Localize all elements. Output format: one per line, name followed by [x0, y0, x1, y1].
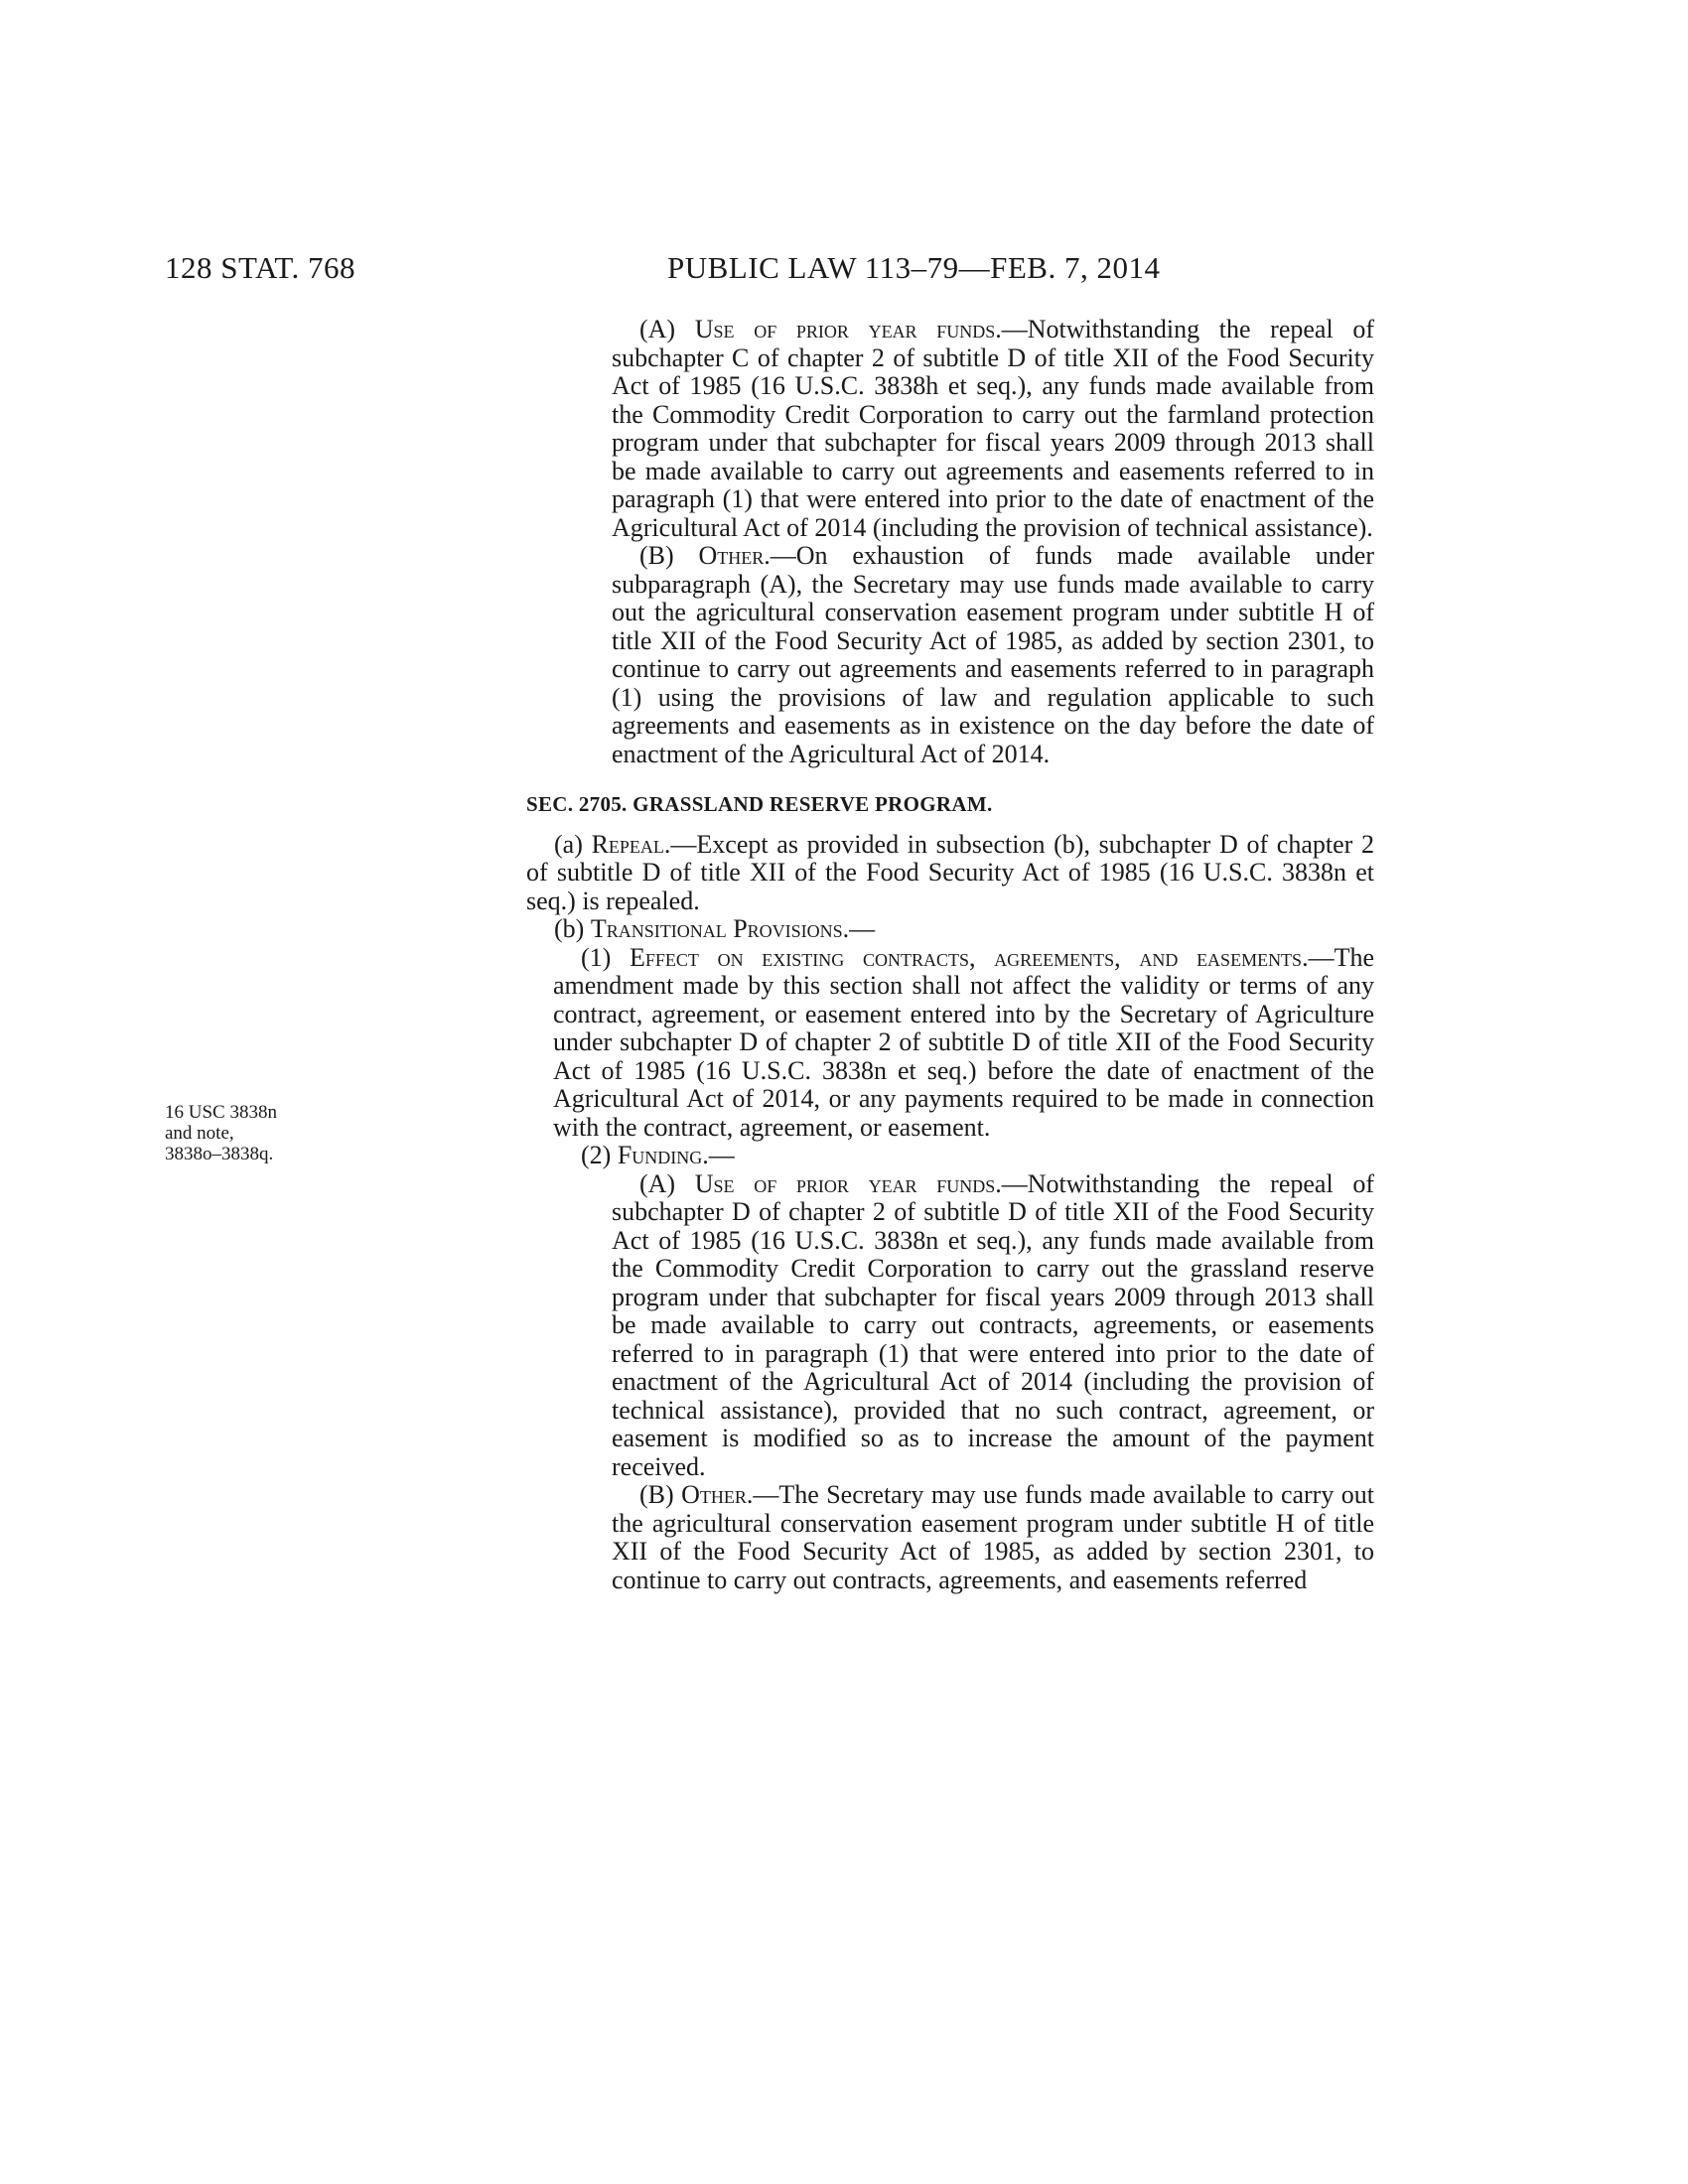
subparagraph-body: .—On exhaustion of funds made available under subparagraph (A), the Secretary may use funds made available to carry out the agricultural conservation easement program under subtitle H of title XII of the Food Security Act of 1985, as added by section 2301, to continue to carry out agreements and easements referred to in paragraph (1) using the provisions of law and regulation applicable to such agreements and easements as in existence on the day before the date of enactment of the Agricultural Act of 2014. [612, 541, 1374, 768]
paragraph-1-effect-on-existing [526, 944, 1374, 1143]
subparagraph-label: (A) [639, 315, 695, 343]
subsection-body: .—Except as provided in subsection (b), subchapter D of chapter 2 of subtitle D of title XII of the Food Security Act of 1985 (16 U.S.C. 3838n et seq.) is repealed. [526, 829, 1374, 915]
page-header [0, 250, 1688, 290]
subparagraph-body: .—Notwithstanding the repeal of subchapter D of chapter 2 of subtitle D of title XII of the Food Security Act of 1985 (16 U.S.C. 3838n et seq.), any funds made available from the Commodity Credit Corporation to carry out the grassland reserve program under that subchapter for fiscal years 2009 through 2013 shall be made available to carry out contracts, agreements, or easements referred to in paragraph (1) that were entered into prior to the date of enactment of the Agricultural Act of 2014 (including the provision of technical assistance), provided that no such contract, agreement, or easement is modified so as to increase the amount of the payment received. [612, 1168, 1374, 1481]
subsection-label: (b) [554, 914, 591, 943]
statute-page-reference: 128 STAT. 768 [165, 250, 356, 285]
subsection-b-transitional-provisions [526, 915, 1374, 944]
paragraph-2-funding [526, 1142, 1374, 1170]
margin-note-line: 3838o–3838q. [165, 1144, 274, 1164]
paragraph-heading: Effect on existing contracts, agreements, and easements [630, 942, 1303, 972]
subsection-label: (a) [554, 829, 592, 859]
subparagraph-body: .—Notwithstanding the repeal of subchapter C of chapter 2 of subtitle D of title XII of the Food Security Act of 1985 (16 U.S.C. 3838h et seq.), any funds made available from the Commodity Credit Corporation to carry out the farmland protection program under that subchapter for fiscal years 2009 through 2013 shall be made available to carry out agreements and easements referred to in paragraph (1) that were entered into prior to the date of enactment of the Agricultural Act of 2014 (including the provision of technical assistance). [612, 315, 1374, 542]
paragraph-label: (2) [581, 1141, 618, 1169]
statute-text-column [526, 316, 1374, 1594]
subsection-heading: Repeal [591, 829, 664, 859]
public-law-title: PUBLIC LAW 113–79—FEB. 7, 2014 [667, 250, 1161, 285]
paragraph-label: (1) [581, 942, 631, 972]
subparagraph-b-other [526, 542, 1374, 768]
subparagraph-a-prior-year-funds [526, 316, 1374, 542]
margin-citation-note [165, 1102, 334, 1164]
margin-note-line: 16 USC 3838n [165, 1102, 277, 1123]
subparagraph-body: .—The Secretary may use funds made available to carry out the agricultural conservation easement program under subtitle H of title XII of the Food Security Act of 1985, as added by section 2301, to continue to carry out contracts, agreements, and easements referred [612, 1480, 1374, 1594]
margin-note-line: and note, [165, 1123, 234, 1144]
subparagraph-b-other-grassland [526, 1481, 1374, 1594]
subsection-a-repeal [526, 831, 1374, 916]
subparagraph-a-prior-year-funds-grassland [526, 1170, 1374, 1482]
subparagraph-label: (A) [639, 1168, 695, 1198]
subsection-body: .— [842, 914, 876, 943]
paragraph-body: .— [702, 1141, 735, 1169]
subparagraph-label: (B) [639, 541, 699, 570]
paragraph-heading: Funding [617, 1141, 703, 1169]
paragraph-body: .—The amendment made by this section shall not affect the validity or terms of any contract, agreement, or easement entered into by the Secretary of Agriculture under subchapter D of chapter 2 of subtitle D of title XII of the Food Security Act of 1985 (16 U.S.C. 3838n et seq.) before the date of enactment of the Agricultural Act of 2014, or any payments required to be made in connection with the contract, agreement, or easement. [553, 942, 1374, 1142]
section-heading: SEC. 2705. GRASSLAND RESERVE PROGRAM. [526, 792, 993, 816]
subparagraph-heading: Other [681, 1480, 747, 1509]
subparagraph-label: (B) [639, 1480, 682, 1509]
subparagraph-heading: Use of prior year funds [694, 315, 996, 343]
subsection-heading: Transitional Provisions [590, 914, 843, 943]
subparagraph-heading: Use of prior year funds [694, 1168, 996, 1198]
subparagraph-heading: Other [698, 541, 765, 570]
